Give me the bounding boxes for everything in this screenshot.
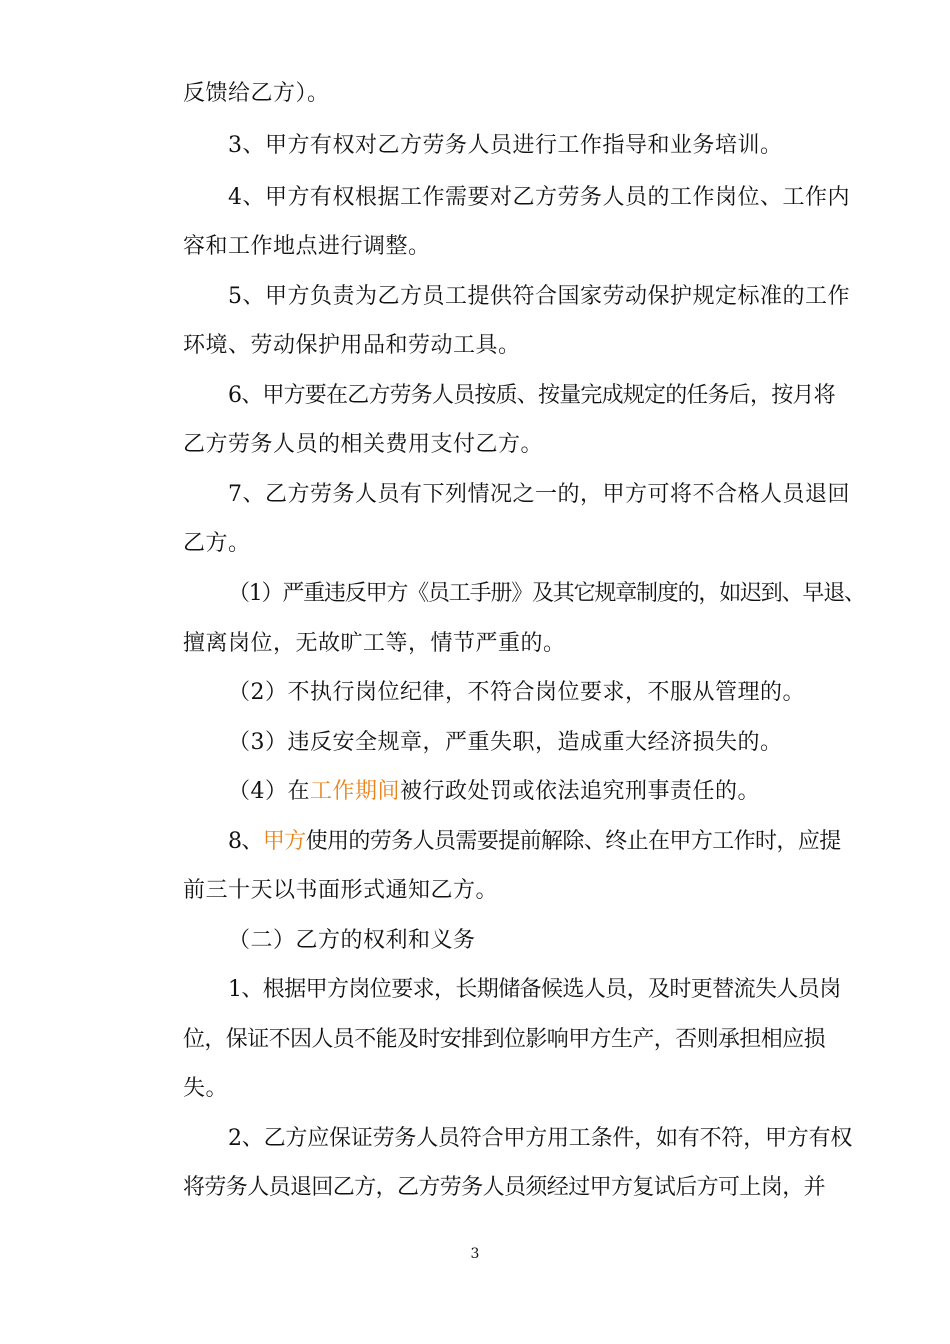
highlighted-text: 甲方 bbox=[262, 829, 306, 854]
text-line: 环境、劳动保护用品和劳动工具。 bbox=[183, 333, 521, 358]
text-line: 7、乙方劳务人员有下列情况之一的，甲方可将不合格人员退回 bbox=[228, 482, 850, 507]
text-line: 反馈给乙方）。 bbox=[183, 81, 330, 106]
page-number: 3 bbox=[470, 1246, 480, 1262]
text-line: 5、甲方负责为乙方员工提供符合国家劳动保护规定标准的工作 bbox=[228, 284, 850, 309]
text-fragment: 被行政处罚或依法追究刑事责任的。 bbox=[400, 779, 761, 804]
text-fragment: （4）在 bbox=[228, 779, 310, 804]
text-fragment: 8、 bbox=[228, 829, 263, 854]
text-line: （2）不执行岗位纪律，不符合岗位要求，不服从管理的。 bbox=[228, 680, 805, 705]
highlighted-text: 工作期间 bbox=[310, 779, 401, 804]
text-line: 乙方。 bbox=[183, 531, 251, 556]
text-line: 前三十天以书面形式通知乙方。 bbox=[183, 878, 499, 903]
text-line: （3）违反安全规章，严重失职，造成重大经济损失的。 bbox=[228, 730, 783, 755]
text-line: 位，保证不因人员不能及时安排到位影响甲方生产，否则承担相应损 bbox=[183, 1027, 826, 1052]
text-line: 失。 bbox=[183, 1076, 229, 1101]
text-line bbox=[0, 827, 950, 857]
section-heading: （二）乙方的权利和义务 bbox=[228, 928, 476, 953]
text-line: 4、甲方有权根据工作需要对乙方劳务人员的工作岗位、工作内 bbox=[228, 185, 850, 210]
text-line: 乙方劳务人员的相关费用支付乙方。 bbox=[183, 432, 544, 457]
text-line: 6、甲方要在乙方劳务人员按质、按量完成规定的任务后，按月将 bbox=[228, 383, 835, 408]
text-line: 3、甲方有权对乙方劳务人员进行工作指导和业务培训。 bbox=[228, 133, 783, 158]
text-line: 2、乙方应保证劳务人员符合甲方用工条件，如有不符，甲方有权 bbox=[228, 1126, 853, 1151]
text-fragment: 使用的劳务人员需要提前解除、终止在甲方工作时，应提 bbox=[305, 829, 841, 854]
text-line: 1、根据甲方岗位要求，长期储备候选人员，及时更替流失人员岗 bbox=[228, 977, 841, 1002]
text-line: 擅离岗位，无故旷工等，情节严重的。 bbox=[183, 631, 566, 656]
text-line: 容和工作地点进行调整。 bbox=[183, 234, 431, 259]
text-line: （1）严重违反甲方《员工手册》及其它规章制度的，如迟到、早退、 bbox=[228, 581, 865, 606]
text-line bbox=[0, 777, 950, 807]
text-line: 将劳务人员退回乙方，乙方劳务人员须经过甲方复试后方可上岗，并 bbox=[183, 1175, 826, 1200]
